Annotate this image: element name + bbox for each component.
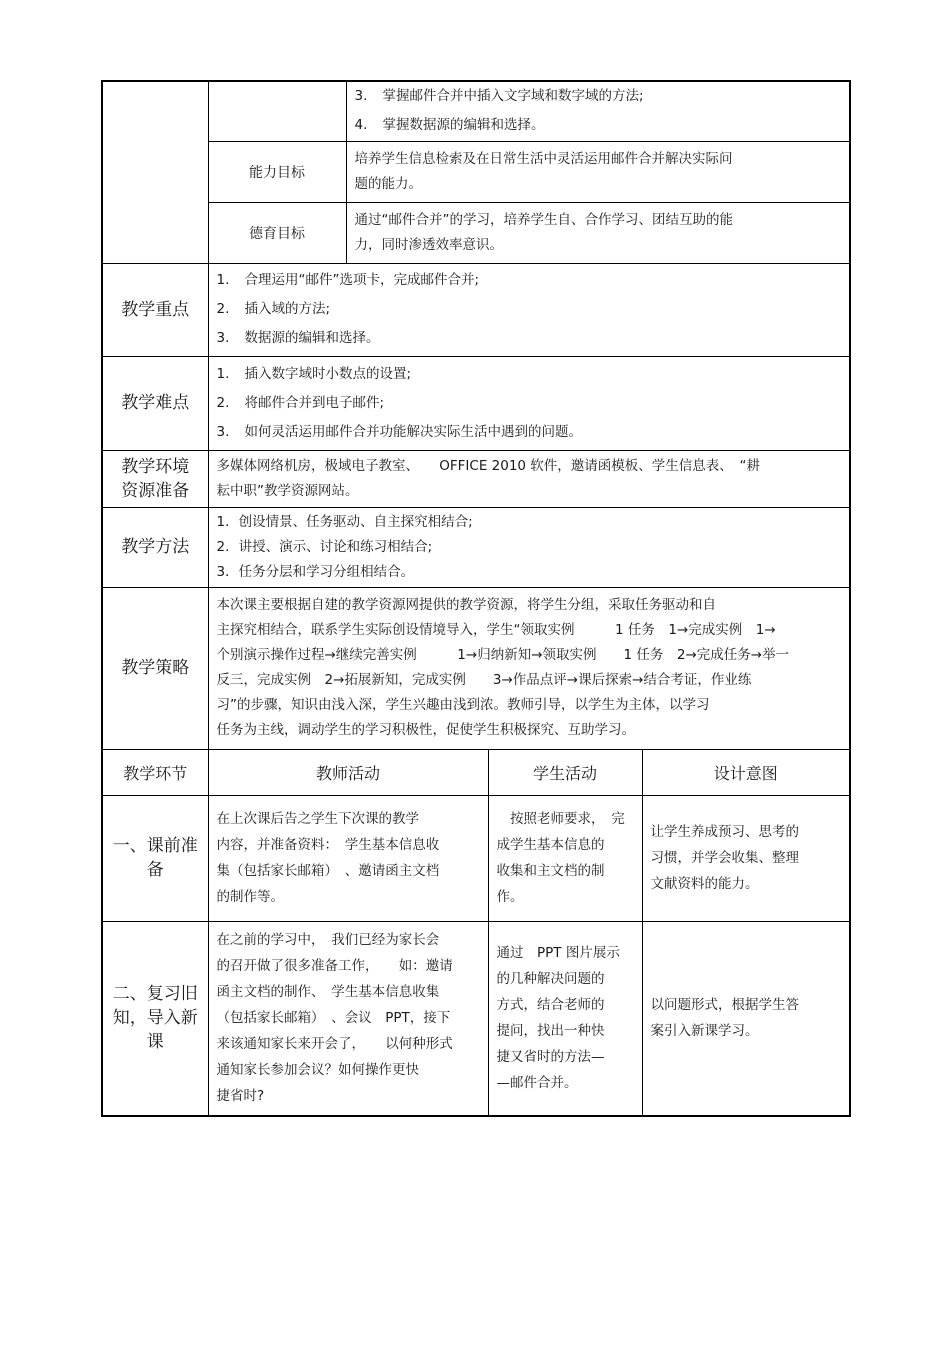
methods-label: 教学方法: [102, 507, 208, 587]
list-item: 2. 插入域的方法;: [216, 301, 331, 317]
list-item: 1. 插入数字域时小数点的设置;: [216, 365, 412, 382]
moral-content: 通过“邮件合并”的学习，培养学生自、合作学习、团结互助的能 力，同时渗透效率意识。: [346, 202, 850, 263]
objectives-list: [346, 81, 850, 141]
environment-content: 多媒体网络机房，极域电子教室、 OFFICE 2010 软件，邀请函模板、学生信息表、 “耕 耘中职”教学资源网站。: [208, 450, 850, 507]
stage-cell: 二、复习旧 知，导入新 课: [102, 921, 208, 1116]
strategy-content: 本次课主要根据自建的教学资源网提供的教学资源，将学生分组，采取任务驱动和自 主探究相结合，联系学生实际创设情境导入，学生“领取实例 1 任务 1→完成实例 1→ 个别演示操作过程→继续完善实例 1→归纳新知→领取实例 1 任务 2→完成任务→举一 反三，完成实例 2→拓展新知，完成实例 3→作品点评→课后探索→结合考证，作业练 习”的步骤，知识由浅入深，学生兴趣由浅到浓。教师引导，以学生为主体，以学习 任务为主线，调动学生的学习积极性，促使学生积极探究、互助学习。: [208, 587, 850, 749]
ability-content: 培养学生信息检索及在日常生活中灵活运用邮件合并解决实际问 题的能力。: [346, 141, 850, 202]
key-points-label: 教学重点: [102, 263, 208, 356]
table-row: [102, 795, 850, 921]
student-cell: 通过 PPT 图片展示 的几种解决问题的 方式，结合老师的 提问，找出一种快 捷又省时的方法— —邮件合并。: [488, 921, 642, 1116]
list-item: 3. 如何灵活运用邮件合并功能解决实际生活中遇到的问题。: [216, 423, 582, 440]
table-row: [102, 921, 850, 1116]
intent-cell: 以问题形式，根据学生答 案引入新课学习。: [642, 921, 850, 1116]
list-item: 2. 将邮件合并到电子邮件;: [216, 394, 385, 411]
stage-cell: 一、课前准 备: [102, 795, 208, 921]
ability-label: 能力目标: [208, 141, 346, 202]
list-item: 3. 数据源的编辑和选择。: [216, 330, 380, 346]
moral-label: 德育目标: [208, 202, 346, 263]
strategy-label: 教学策略: [102, 587, 208, 749]
list-item: 1. 合理运用“邮件”选项卡，完成邮件合并;: [216, 272, 480, 288]
student-cell: 按照老师要求， 完 成学生基本信息的 收集和主文档的制 作。: [488, 795, 642, 921]
key-points-list: [208, 263, 850, 356]
header-intent: 设计意图: [642, 749, 850, 795]
list-item: 3．任务分层和学习分组相结合。: [216, 563, 415, 580]
list-item: 2．讲授、演示、讨论和练习相结合;: [216, 538, 433, 555]
objectives-sub-empty: [208, 81, 346, 141]
header-student: 学生活动: [488, 749, 642, 795]
list-item: 1．创设情景、任务驱动、自主探究相结合;: [216, 513, 473, 530]
methods-content: [208, 507, 850, 587]
header-stage: 教学环节: [102, 749, 208, 795]
list-item: 4. 掌握数据源的编辑和选择。: [354, 117, 545, 134]
difficulties-list: [208, 356, 850, 450]
difficulties-label: 教学难点: [102, 356, 208, 450]
lesson-plan-table: [101, 80, 851, 1117]
list-item: 3. 掌握邮件合并中插入文字域和数字域的方法;: [354, 88, 644, 105]
teacher-cell: 在之前的学习中， 我们已经为家长会 的召开做了很多准备工作， 如：邀请 函主文档的制作、 学生基本信息收集 （包括家长邮箱） 、会议 PPT，接下 来该通知家长来开会了， 以何种形式 通知家长参加会议？如何操作更快 捷省时?: [208, 921, 488, 1116]
objectives-label-cell: [102, 81, 208, 263]
teacher-cell: 在上次课后告之学生下次课的教学 内容，并准备资料： 学生基本信息收 集（包括家长邮箱） 、邀请函主文档 的制作等。: [208, 795, 488, 921]
environment-label: 教学环境 资源准备: [102, 450, 208, 507]
intent-cell: 让学生养成预习、思考的 习惯，并学会收集、整理 文献资料的能力。: [642, 795, 850, 921]
header-teacher: 教师活动: [208, 749, 488, 795]
